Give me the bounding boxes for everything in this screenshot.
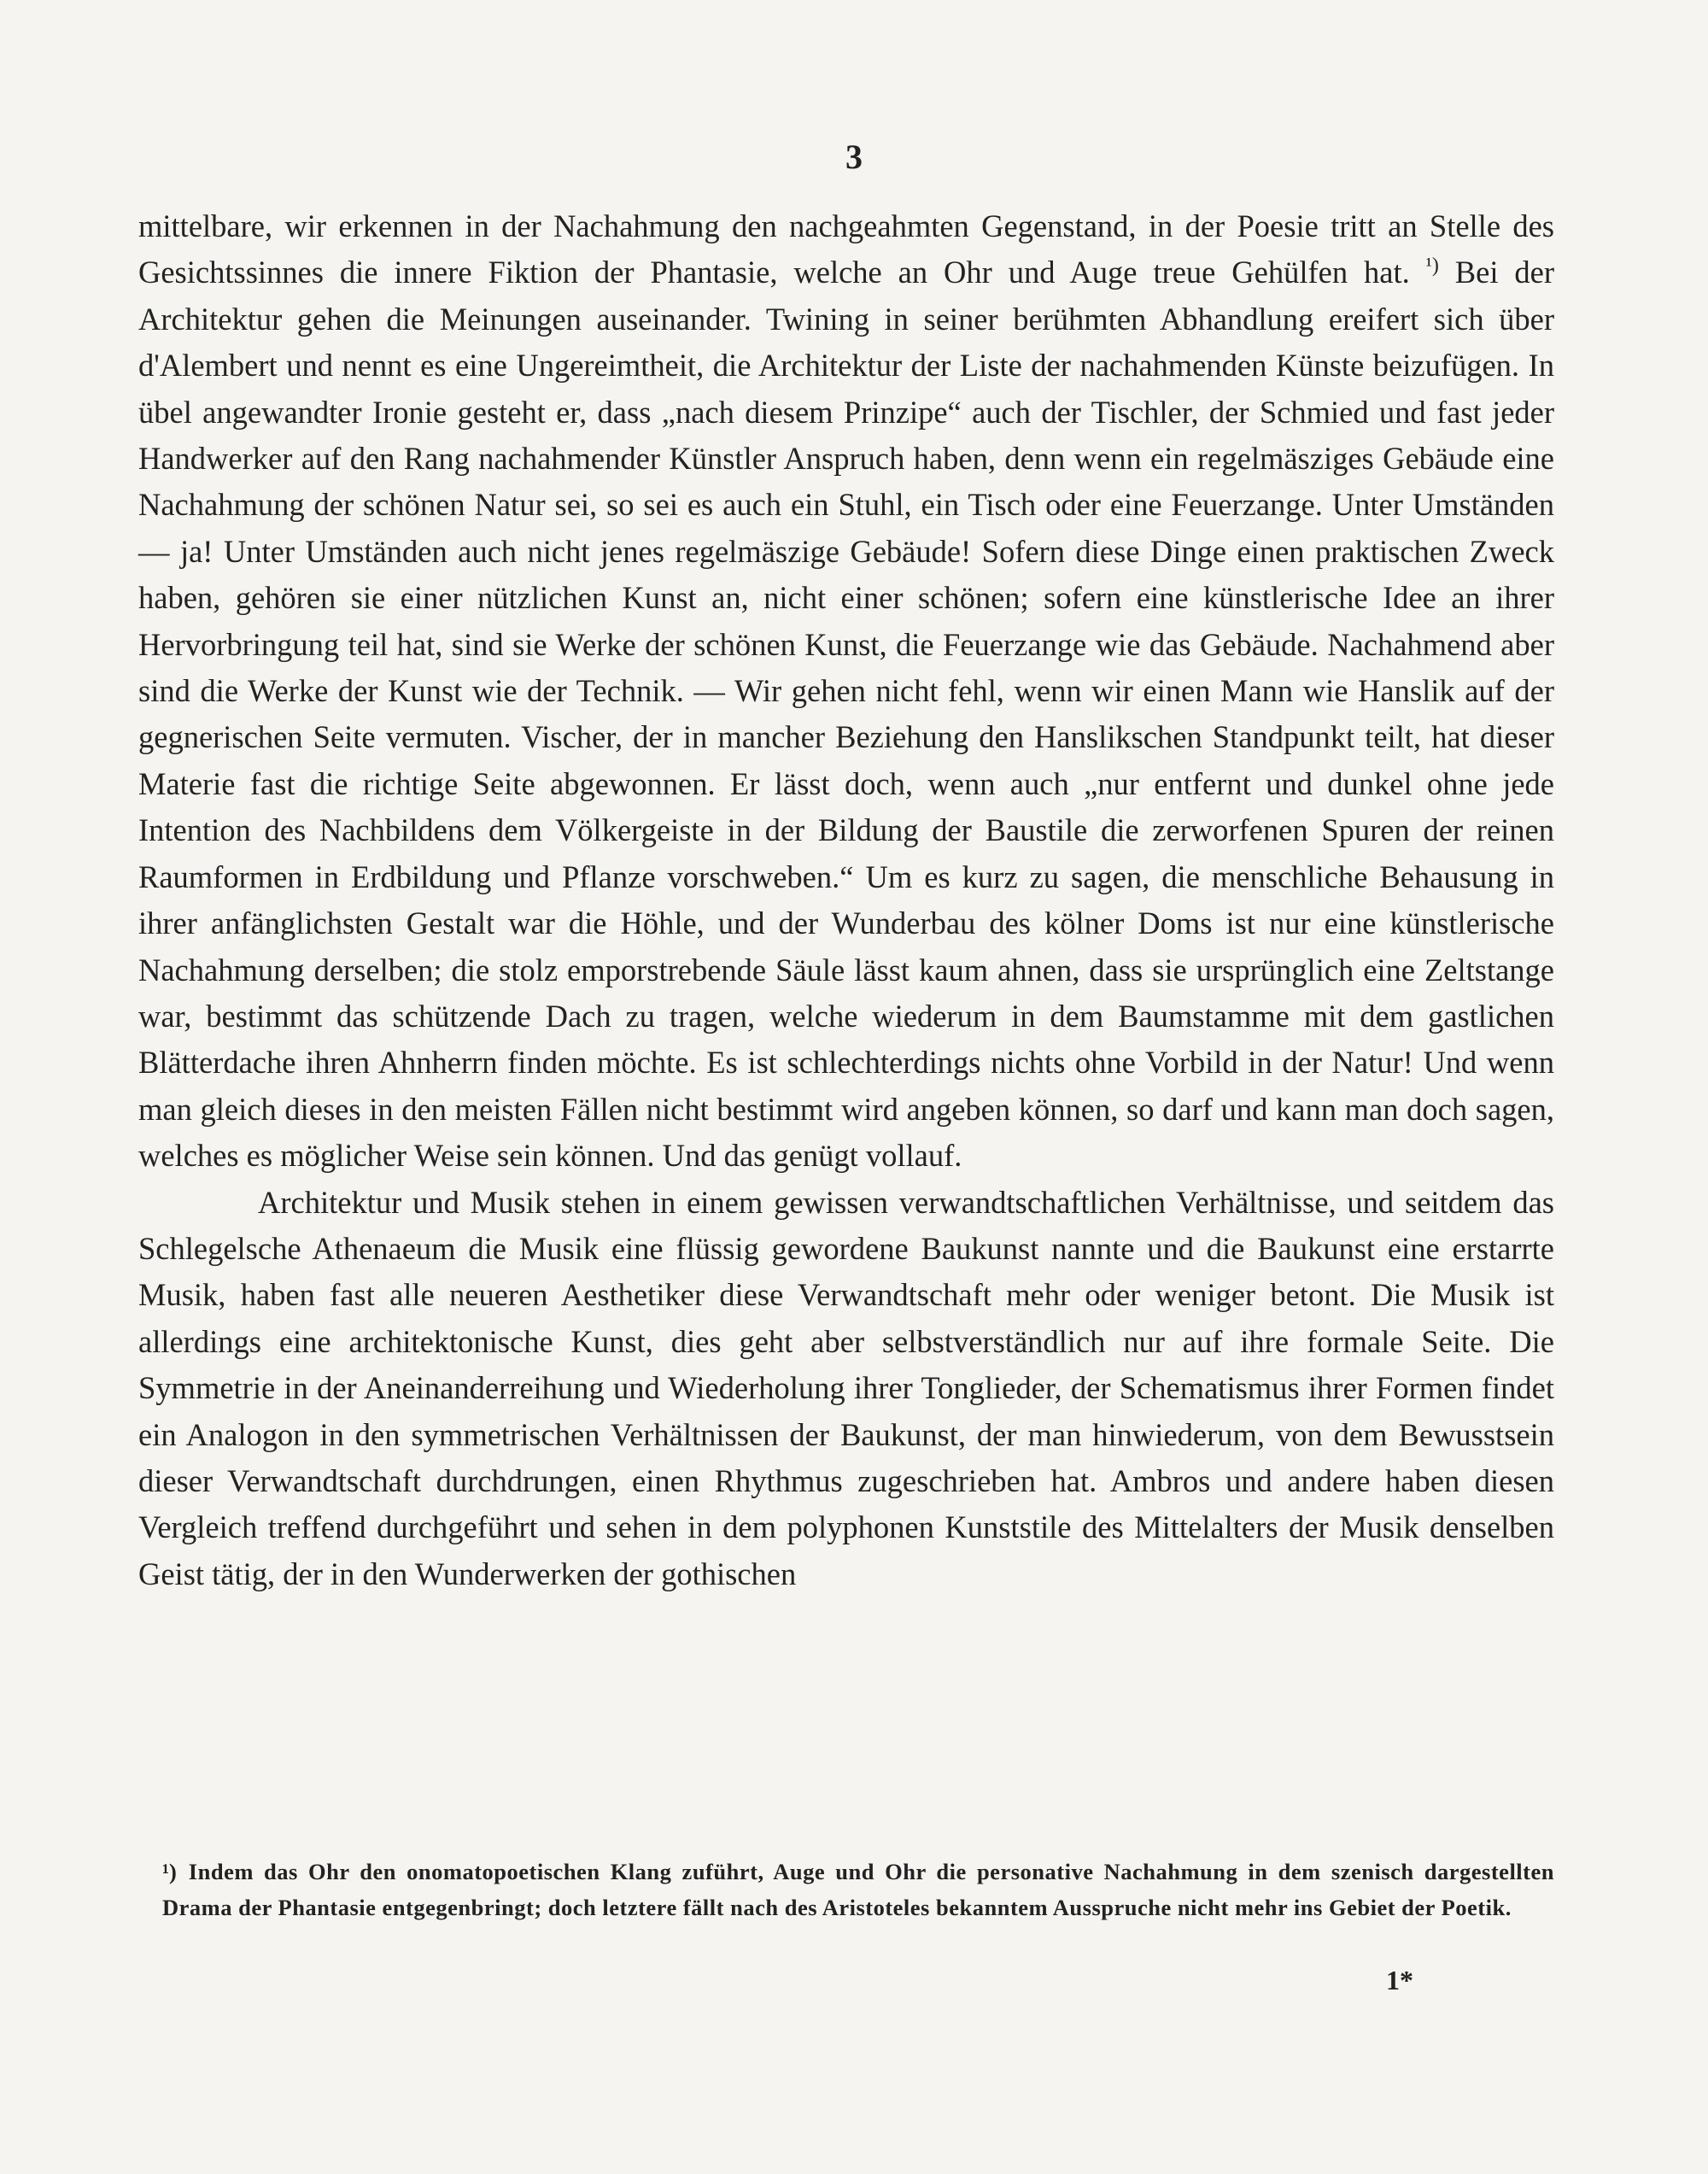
- footnote-text: Indem das Ohr den onomatopoetischen Klang zuführt, Auge und Ohr die personative Nachahmung in dem szenisch dargestellten Drama der Phantasie entgegenbringt; doch letztere fällt nach des Aristoteles bekanntem Ausspruche nicht mehr ins Gebiet der Poetik.: [162, 1859, 1554, 1920]
- footnote: [162, 1854, 1554, 1925]
- body-text: [138, 203, 1554, 1597]
- footnote-reference: ¹): [1425, 255, 1439, 278]
- paragraph-1: [138, 203, 1554, 1180]
- paragraph-2: Architektur und Musik stehen in einem gewissen verwandtschaftlichen Verhältnisse, und seitdem das Schlegelsche Athenaeum die Musik eine flüssig gewordene Baukunst nannte und die Baukunst eine erstarrte Musik, haben fast alle neueren Aesthetiker diese Verwandtschaft mehr oder weniger betont. Die Musik ist allerdings eine architektonische Kunst, dies geht aber selbstverständlich nur auf ihre formale Seite. Die Symmetrie in der Aneinanderreihung und Wiederholung ihrer Tonglieder, der Schematismus ihrer Formen findet ein Analogon in den symmetrischen Verhältnissen der Baukunst, der man hinwiederum, von dem Bewusstsein dieser Verwandtschaft durchdrungen, einen Rhythmus zugeschrieben hat. Ambros und andere haben diesen Vergleich treffend durchgeführt und sehen in dem polyphonen Kunststile des Mittelalters der Musik denselben Geist tätig, der in den Wunderwerken der gothischen: [138, 1184, 1554, 1591]
- signature-mark: 1*: [1386, 1965, 1413, 1995]
- paragraph-1-text: mittelbare, wir erkennen in der Nachahmung den nachgeahmten Gegenstand, in der Poesie tritt an Stelle des Gesichtssinnes die innere Fiktion der Phantasie, welche an Ohr und Auge treue Gehülfen hat.: [138, 208, 1554, 290]
- page-number: 3: [845, 138, 863, 176]
- footnote-marker: ¹): [162, 1859, 177, 1884]
- paragraph-1-continued: Bei der Architektur gehen die Meinungen auseinander. Twining in seiner berühmten Abhandlung ereifert sich über d'Alembert und nennt es eine Ungereimtheit, die Architektur der Liste der nachahmenden Künste beizufügen. In übel angewandter Ironie gesteht er, dass „nach diesem Prinzipe“ auch der Tischler, der Schmied und fast jeder Handwerker auf den Rang nachahmender Künstler Anspruch haben, denn wenn ein regelmäsziges Gebäude eine Nachahmung der schönen Natur sei, so sei es auch ein Stuhl, ein Tisch oder eine Feuerzange. Unter Umständen — ja! Unter Umständen auch nicht jenes regelmäszige Gebäude! Sofern diese Dinge einen praktischen Zweck haben, gehören sie einer nützlichen Kunst an, nicht einer schönen; sofern eine künstlerische Idee an ihrer Hervorbringung teil hat, sind sie Werke der schönen Kunst, die Feuerzange wie das Gebäude. Nachahmend aber sind die Werke der Kunst wie der Technik. — Wir gehen nicht fehl, wenn wir einen Mann wie Hanslik auf der gegnerischen Seite vermuten. Vischer, der in mancher Beziehung den Hanslikschen Standpunkt teilt, hat dieser Materie fast die richtige Seite abgewonnen. Er lässt doch, wenn auch „nur entfernt und dunkel ohne jede Intention des Nachbildens dem Völkergeiste in der Bildung der Baustile die zerworfenen Spuren der reinen Raumformen in Erdbildung und Pflanze vorschweben.“ Um es kurz zu sagen, die menschliche Behausung in ihrer anfänglichsten Gestalt war die Höhle, und der Wunderbau des kölner Doms ist nur eine künstlerische Nachahmung derselben; die stolz emporstrebende Säule lässt kaum ahnen, dass sie ursprünglich eine Zeltstange war, bestimmt das schützende Dach zu tragen, welche wiederum in dem Baumstamme mit dem gastlichen Blätterdache ihren Ahnherrn finden möchte. Es ist schlechterdings nichts ohne Vorbild in der Natur! Und wenn man gleich dieses in den meisten Fällen nicht bestimmt wird angeben können, so darf und kann man doch sagen, welches es möglicher Weise sein können. Und das genügt vollauf.: [138, 255, 1555, 1174]
